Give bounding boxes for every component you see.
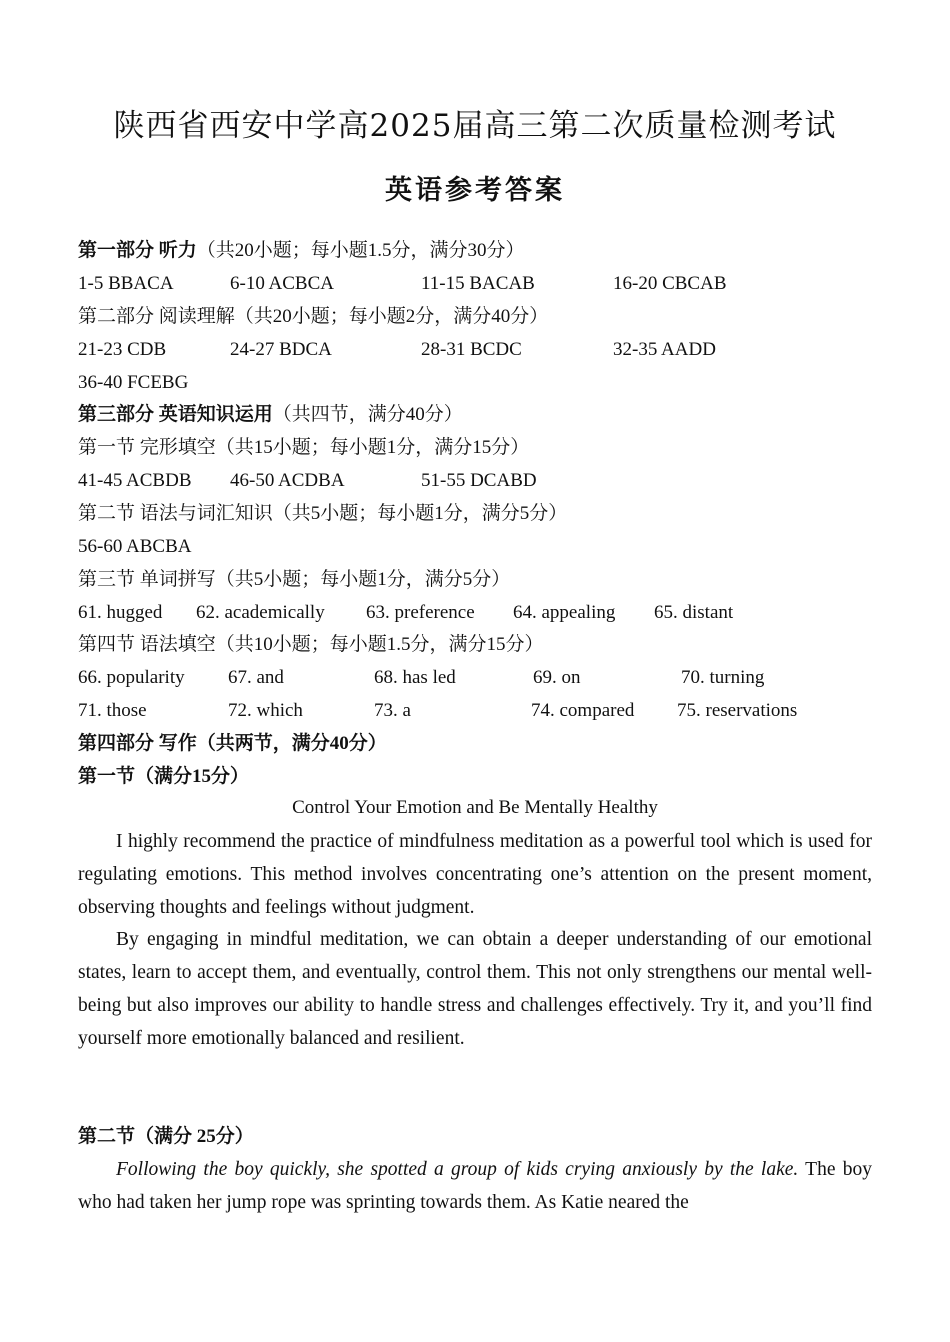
continuation-text: The boy who had taken her jump rope was sprinting towards them. As Katie neared the bbox=[78, 1159, 872, 1213]
part3-sec4-heading: 第四节 语法填空（共10小题；每小题1.5分，满分15分） bbox=[78, 634, 544, 655]
answer-word: 67. and bbox=[228, 667, 284, 688]
answer-word: 72. which bbox=[228, 700, 303, 721]
answer-word: 65. distant bbox=[654, 602, 734, 623]
answer-group: 21-23 CDB bbox=[78, 339, 167, 360]
answer-group: 1-5 BBACA bbox=[78, 273, 174, 294]
part1-note: （共20小题；每小题1.5分，满分30分） bbox=[196, 240, 525, 261]
page-title: 陕西省西安中学高2025届高三第二次质量检测考试 bbox=[113, 108, 837, 144]
answer-group: 32-35 AADD bbox=[613, 339, 716, 360]
answer-word: 75. reservations bbox=[677, 700, 798, 721]
part3-heading-line bbox=[78, 404, 463, 426]
answer-word: 66. popularity bbox=[78, 667, 185, 688]
part3-note: （共四节，满分40分） bbox=[272, 404, 463, 425]
part3-sec3-heading: 第三节 单词拼写（共5小题；每小题1分，满分5分） bbox=[78, 569, 511, 590]
answer-word: 68. has led bbox=[374, 667, 456, 688]
part4-sec2-heading: 第二节（满分 25分） bbox=[78, 1126, 254, 1147]
part3-sec4-answers-row2 bbox=[78, 700, 872, 722]
part1-answers bbox=[78, 273, 872, 295]
answer-word: 69. on bbox=[533, 667, 581, 688]
answer-group: 51-55 DCABD bbox=[421, 470, 537, 491]
part4-sec1-heading: 第一节（满分15分） bbox=[78, 766, 250, 787]
answer-word: 63. preference bbox=[366, 602, 475, 623]
continuation-italic-start: Following the boy quickly, she spotted a group of kids crying anxiously by the lake. bbox=[116, 1159, 799, 1180]
essay-title: Control Your Emotion and Be Mentally Healthy bbox=[292, 797, 658, 818]
answer-word: 61. hugged bbox=[78, 602, 163, 623]
answer-group: 16-20 CBCAB bbox=[613, 273, 727, 294]
answer-word: 70. turning bbox=[681, 667, 765, 688]
essay-paragraph-2: By engaging in mindful meditation, we can obtain a deeper understanding of our emotional states, learn to accept them, and eventually, control them. This not only strengthens our mental well-being but also improves our ability to handle stress and challenges effectively. Try it, and you’ll find yourself more emotionally balanced and resilient. bbox=[78, 929, 872, 1049]
part3-sec1-heading: 第一节 完形填空（共15小题；每小题1分，满分15分） bbox=[78, 437, 530, 458]
part3-sec4-answers-row1 bbox=[78, 667, 872, 689]
essay-paragraph-1: I highly recommend the practice of mindfulness meditation as a powerful tool which is used for regulating emotions. This method involves concentrating one’s attention on the present moment, observing thoughts and feelings without judgment. bbox=[78, 831, 872, 918]
part2-answers-row2: 36-40 FCEBG bbox=[78, 372, 189, 393]
part2-heading: 第二部分 阅读理解（共20小题；每小题2分，满分40分） bbox=[78, 306, 549, 327]
part3-sec2-answers: 56-60 ABCBA bbox=[78, 536, 192, 557]
answer-word: 62. academically bbox=[196, 602, 325, 623]
part3-heading: 第三部分 英语知识运用 bbox=[78, 404, 273, 425]
answer-group: 11-15 BACAB bbox=[421, 273, 535, 294]
answer-word: 73. a bbox=[374, 700, 411, 721]
part3-sec3-answers bbox=[78, 602, 872, 624]
answer-word: 71. those bbox=[78, 700, 147, 721]
part2-answers bbox=[78, 339, 872, 361]
part3-sec1-answers bbox=[78, 470, 872, 492]
answer-group: 46-50 ACDBA bbox=[230, 470, 345, 491]
continuation-paragraph bbox=[78, 1153, 872, 1219]
part1-heading-line bbox=[78, 240, 525, 262]
page-subtitle: 英语参考答案 bbox=[385, 175, 565, 206]
answer-group: 24-27 BDCA bbox=[230, 339, 332, 360]
answer-group: 28-31 BCDC bbox=[421, 339, 522, 360]
part3-sec2-heading: 第二节 语法与词汇知识（共5小题；每小题1分，满分5分） bbox=[78, 503, 568, 524]
answer-word: 64. appealing bbox=[513, 602, 616, 623]
answer-group: 41-45 ACBDB bbox=[78, 470, 192, 491]
part1-heading: 第一部分 听力 bbox=[78, 240, 197, 261]
answer-word: 74. compared bbox=[531, 700, 635, 721]
answer-group: 6-10 ACBCA bbox=[230, 273, 334, 294]
part4-heading: 第四部分 写作（共两节，满分40分） bbox=[78, 733, 387, 754]
